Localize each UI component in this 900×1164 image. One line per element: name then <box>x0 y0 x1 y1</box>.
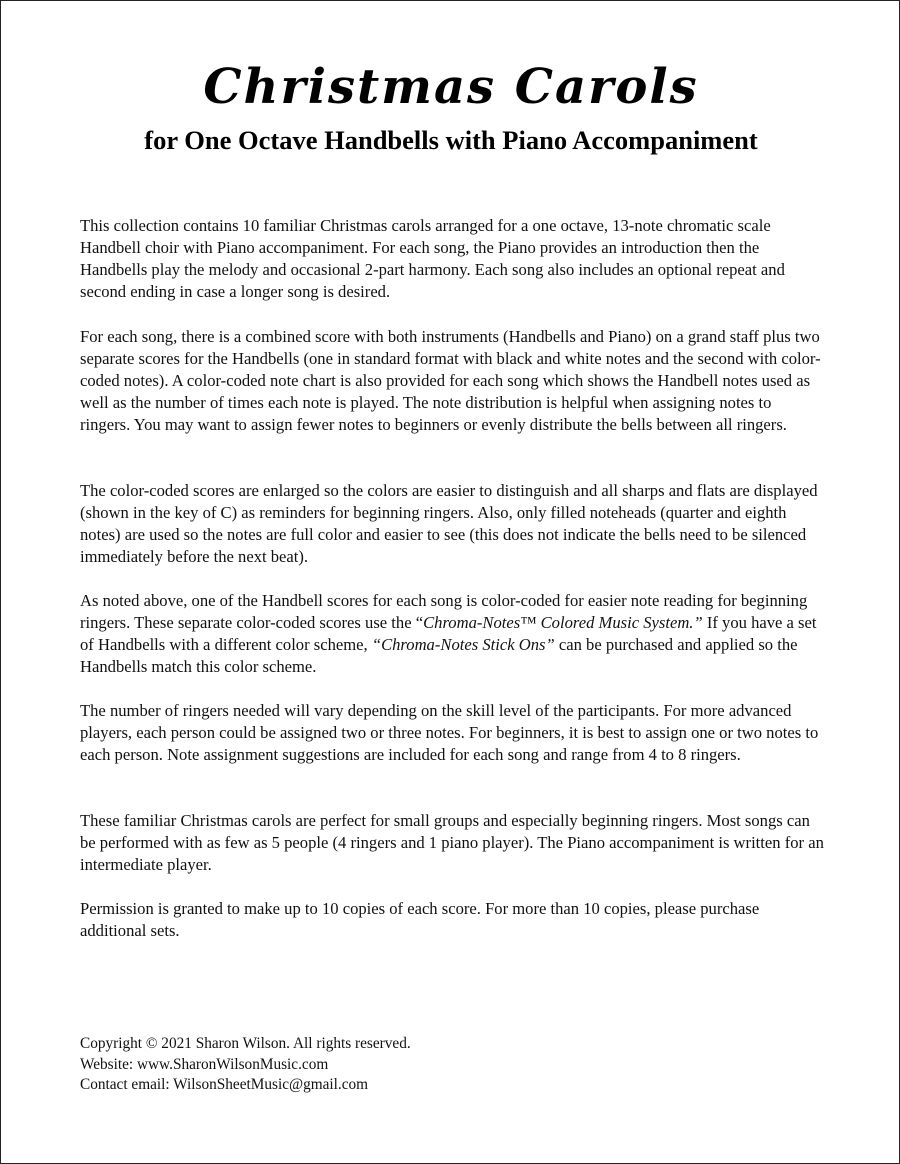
copyright-line: Copyright © 2021 Sharon Wilson. All rights reserved. <box>80 1035 411 1052</box>
paragraph-text: This collection contains 10 familiar Christmas carols arranged for a one octave, 13-note chromatic scale Handbell choir with Piano accompaniment. For each song, the Piano provides an introduction then the Handbells play the melody and occasional 2-part harmony. Each song also includes an optional repeat and second ending in case a longer song is desired. <box>80 216 785 301</box>
paragraph-ringers-needed <box>80 700 825 766</box>
paragraph-chroma-notes <box>80 590 825 678</box>
chroma-notes-system-name: Chroma-Notes™ Colored Music System.” <box>423 613 703 632</box>
paragraph-text-part: As noted above, one of the Handbell scores for each song is color-coded for easier note reading for beginning ringers. These separate color-coded scores use the “ <box>80 591 808 632</box>
contact-email-line: Contact email: WilsonSheetMusic@gmail.com <box>80 1076 369 1093</box>
page-subtitle: for One Octave Handbells with Piano Accompaniment <box>144 125 758 155</box>
page-title: Christmas Carols <box>203 59 699 115</box>
paragraph-score-contents <box>80 326 825 436</box>
paragraph-text: These familiar Christmas carols are perfect for small groups and especially beginning ringers. Most songs can be performed with as few as 5 people (4 ringers and 1 piano player). The Piano accompaniment is written for an intermediate player. <box>80 811 824 874</box>
paragraph-text: For each song, there is a combined score with both instruments (Handbells and Piano) on a grand staff plus two separate scores for the Handbells (one in standard format with black and white notes and the second with color-coded notes). A color-coded note chart is also provided for each song which shows the Handbell notes used as well as the number of times each note is played. The note distribution is helpful when assigning notes to ringers. You may want to assign fewer notes to beginners or evenly distribute the bells between all ringers. <box>80 327 821 434</box>
paragraph-permission <box>80 898 825 942</box>
paragraph-text: Permission is granted to make up to 10 copies of each score. For more than 10 copies, please purchase additional sets. <box>80 899 760 940</box>
paragraph-text-part: If you have a set of Handbells with a different color scheme, <box>80 613 817 654</box>
paragraph-color-coded-scores <box>80 480 825 568</box>
paragraph-collection-overview <box>80 215 825 303</box>
website-line: Website: www.SharonWilsonMusic.com <box>80 1055 329 1073</box>
paragraph-text: The color-coded scores are enlarged so the colors are easier to distinguish and all sharps and flats are displayed (shown in the key of C) as reminders for beginning ringers. Also, only filled noteheads (quarter and eighth notes) are used so the notes are full color and easier to see (this does not indicate the bells need to be silenced immediately before the next beat). <box>80 481 818 566</box>
paragraph-small-groups <box>80 810 825 876</box>
footer-contact-info <box>80 1034 580 1096</box>
paragraph-text: The number of ringers needed will vary depending on the skill level of the participants. For more advanced players, each person could be assigned two or three notes. For beginners, it is best to assign one or two notes to each person. Note assignment suggestions are included for each song and range from 4 to 8 ringers. <box>80 701 819 764</box>
paragraph-text-part: can be purchased and applied so the Handbells match this color scheme. <box>80 635 798 676</box>
chroma-notes-stick-ons-name: “Chroma-Notes Stick Ons” <box>371 635 555 654</box>
paragraph-text <box>80 590 825 678</box>
